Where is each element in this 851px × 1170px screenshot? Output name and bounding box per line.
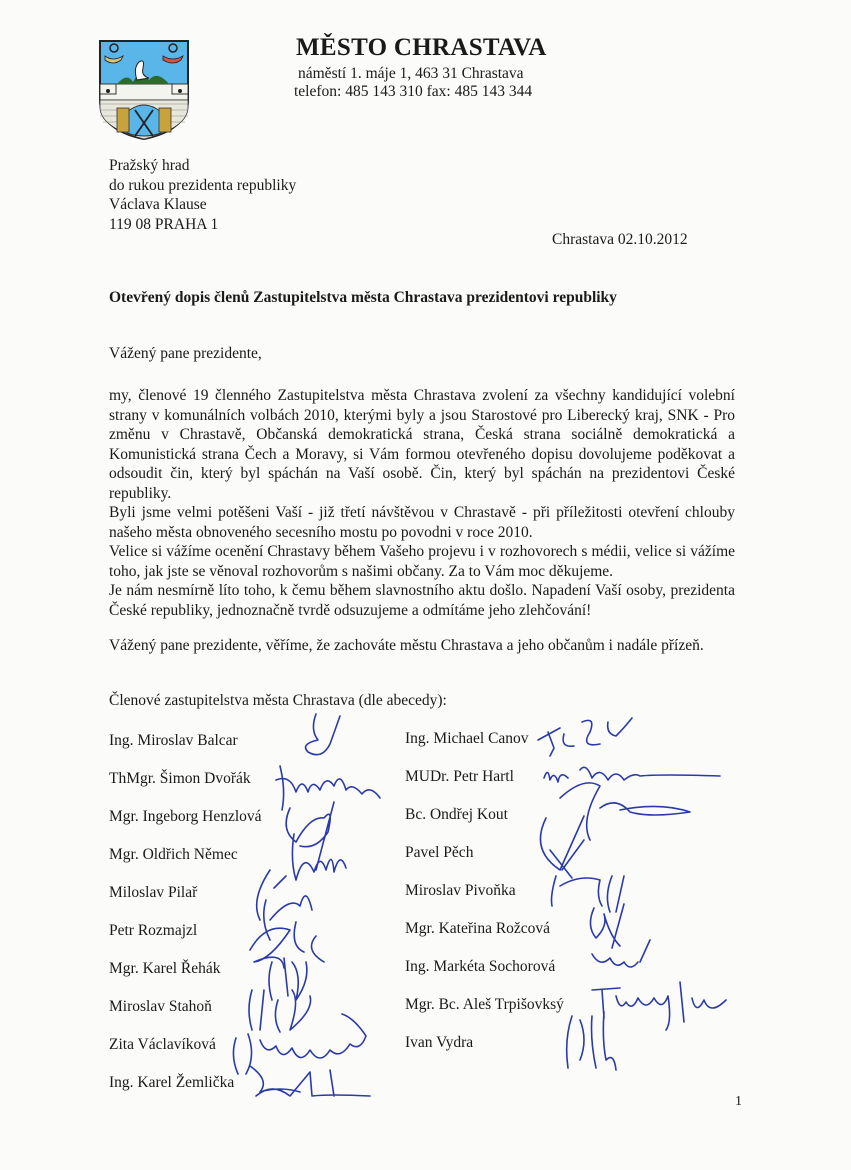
signature-pech xyxy=(550,840,584,878)
recipient-line: do rukou prezidenta republiky xyxy=(109,176,297,194)
member-name: Miloslav Pilař xyxy=(109,884,198,901)
letterhead-contact: telefon: 485 143 310 fax: 485 143 344 xyxy=(294,83,533,100)
member-name: Pavel Pěch xyxy=(405,844,474,861)
recipient-line: Václava Klause xyxy=(109,196,207,213)
recipient-address xyxy=(109,156,296,234)
signature-rehak xyxy=(269,958,307,1000)
member-name: ThMgr. Šimon Dvořák xyxy=(109,770,251,787)
signature-rozmajzl xyxy=(250,922,324,968)
signature-rozcova xyxy=(590,904,624,948)
letterhead-address: náměstí 1. máje 1, 463 31 Chrastava xyxy=(298,65,524,82)
body-paragraph: Velice si vážíme ocenění Chrastavy během Vašeho projevu i v rozhovorech s médii, velice si vážíme toho, jak jste se věnoval rozhovorům s našimi občany. Za to Vám moc děkujeme. xyxy=(109,543,735,580)
letterhead-title: MĚSTO CHRASTAVA xyxy=(296,34,547,61)
member-name: Bc. Ondřej Kout xyxy=(405,806,508,823)
signatures-left-column xyxy=(230,700,430,1100)
signature-vydra xyxy=(567,1012,616,1070)
signature-dvorak xyxy=(276,766,380,810)
member-name: Petr Rozmajzl xyxy=(109,922,198,939)
member-name: MUDr. Petr Hartl xyxy=(405,768,514,785)
member-name: Mgr. Oldřich Němec xyxy=(109,846,238,863)
signature-nemec xyxy=(257,834,346,920)
member-name: Ing. Miroslav Balcar xyxy=(109,732,238,749)
signature-vaclavikova xyxy=(233,1014,366,1074)
closing-paragraph: Vážený pane prezidente, věříme, že zachováte městu Chrastava a jeho občanům i nadále přízeň. xyxy=(109,637,704,654)
body-paragraph: Byli jsme velmi potěšeni Vaší - již třetí návštěvou v Chrastavě - při příležitosti otevření chlouby našeho města obnoveného secesního mostu po povodni v roce 2010. xyxy=(109,504,735,541)
member-name: Ing. Markéta Sochorová xyxy=(405,958,556,975)
signatures-right-column xyxy=(520,700,760,1080)
member-name: Ing. Michael Canov xyxy=(405,730,529,747)
body-paragraph: my, členové 19 členného Zastupitelstva města Chrastava zvolení za všechny kandidující volební strany v komunálních volbách 2010, kterými byly a jsou Starostové pro Liberecký kraj, SNK - Pro změnu v Chrastavě, Občanská demokratická strana, Česká strana sociálně demokratická a Komunistická strana Čech a Moravy, si Vám formou otevřeného dopisu dovolujeme poděkovat a odsoudit čin, který byl spáchán na Vaší osobě. Čin, který byl spáchán na prezidentovi České republiky. xyxy=(109,387,735,502)
signature-kout xyxy=(540,783,690,870)
signature-zemlicka xyxy=(250,1066,370,1096)
member-name: Ing. Karel Žemlička xyxy=(109,1074,235,1091)
salutation: Vážený pane prezidente, xyxy=(109,345,262,362)
signature-trpisovsky xyxy=(592,982,726,1030)
recipient-line: Pražský hrad xyxy=(109,157,190,174)
signature-henzlova xyxy=(286,802,334,870)
member-name: Miroslav Pivoňka xyxy=(405,882,516,899)
member-name: Mgr. Ingeborg Henzlová xyxy=(109,808,262,825)
letter-body xyxy=(109,386,735,620)
member-name: Miroslav Stahoň xyxy=(109,998,212,1015)
signature-hartl xyxy=(544,767,720,782)
signature-sochorova xyxy=(592,940,650,967)
member-name: Ivan Vydra xyxy=(405,1034,474,1051)
member-name: Mgr. Kateřina Rožcová xyxy=(405,920,551,937)
body-paragraph: Je nám nesmírně líto toho, k čemu během slavnostního aktu došlo. Napadení Vaší osoby, prezidenta České republiky, jednoznačně tvrdě odsuzujeme a odmítáme jeho zlehčování! xyxy=(109,582,735,619)
coat-of-arms-icon xyxy=(97,38,191,142)
signature-pivonka xyxy=(552,876,625,912)
signature-balcar xyxy=(306,714,340,755)
letter-date: Chrastava 02.10.2012 xyxy=(552,231,688,248)
signature-pilar xyxy=(264,876,312,940)
recipient-line: 119 08 PRAHA 1 xyxy=(109,215,219,233)
signature-stahon xyxy=(249,990,311,1032)
member-name: Mgr. Bc. Aleš Trpišovksý xyxy=(405,996,564,1013)
member-name: Mgr. Karel Řehák xyxy=(109,960,221,977)
letter-subject: Otevřený dopis členů Zastupitelstva města Chrastava prezidentovi republiky xyxy=(109,289,617,306)
members-heading: Členové zastupitelstva města Chrastava (dle abecedy): xyxy=(109,692,447,709)
page-number: 1 xyxy=(735,1094,742,1109)
member-name: Zita Václavíková xyxy=(109,1036,216,1053)
signature-canov xyxy=(538,718,632,756)
